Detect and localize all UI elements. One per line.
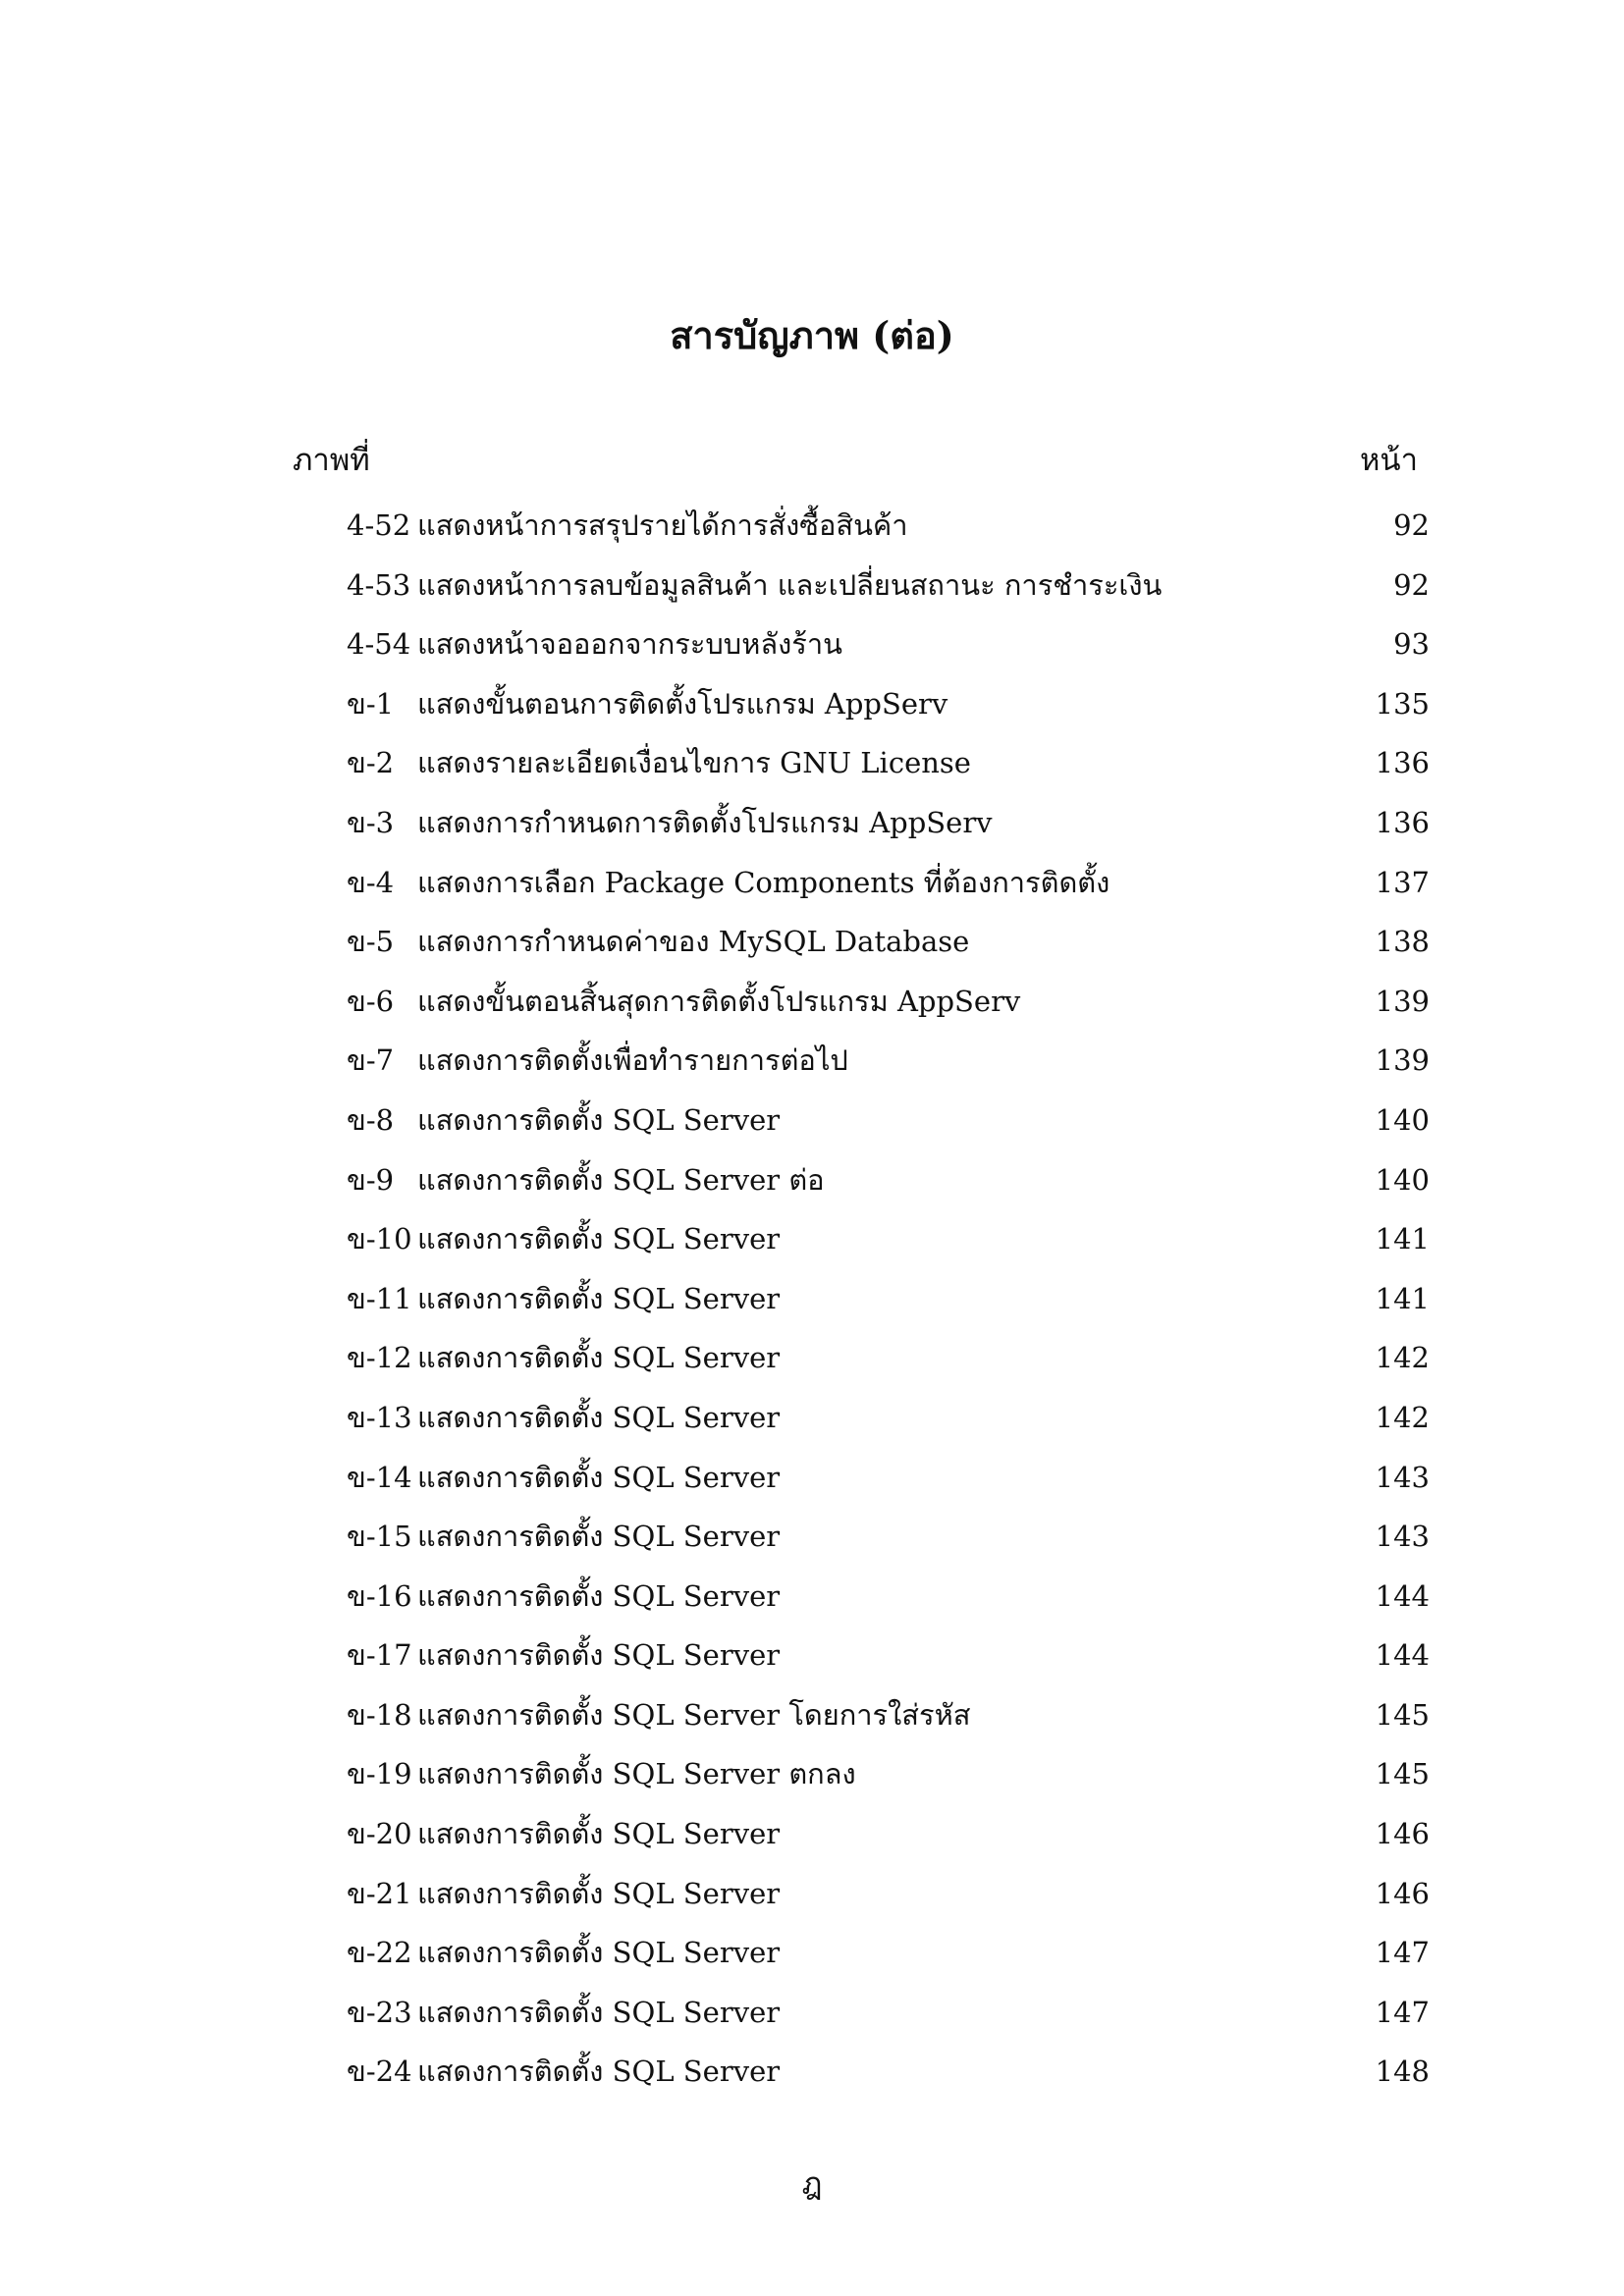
figure-caption: แสดงการติดตั้ง SQL Server	[417, 1281, 781, 1315]
figure-page-number: 93	[1393, 627, 1430, 662]
figure-page-number: 92	[1393, 508, 1430, 542]
figure-caption: แสดงการกำหนดค่าของ MySQL Database	[417, 925, 970, 959]
figure-caption: แสดงการติดตั้ง SQL Server	[417, 1638, 781, 1673]
toc-entry	[0, 1031, 1624, 1091]
figure-number: ข-10	[347, 1222, 412, 1256]
toc-entry	[0, 1685, 1624, 1745]
figure-number: ข-20	[347, 1817, 412, 1851]
figure-caption: แสดงรายละเอียดเงื่อนไขการ GNU License	[417, 746, 971, 780]
figure-page-number: 144	[1375, 1578, 1430, 1613]
toc-entry	[0, 1744, 1624, 1804]
toc-entry	[0, 1864, 1624, 1924]
toc-entry	[0, 853, 1624, 913]
figure-page-number: 143	[1375, 1520, 1430, 1554]
figure-column-header: ภาพที่	[293, 443, 370, 478]
figure-caption: แสดงการติดตั้ง SQL Server	[417, 1578, 781, 1613]
figure-caption: แสดงการติดตั้ง SQL Server	[417, 1400, 781, 1434]
figure-number: ข-9	[347, 1162, 395, 1197]
toc-entry	[0, 1567, 1624, 1627]
figure-caption: แสดงการติดตั้ง SQL Server	[417, 1995, 781, 2029]
toc-entry	[0, 1209, 1624, 1269]
figure-number: ข-8	[347, 1102, 395, 1137]
toc-entry	[0, 1448, 1624, 1508]
figure-page-number: 145	[1375, 1697, 1430, 1732]
figure-caption: แสดงการติดตั้ง SQL Server	[417, 1520, 781, 1554]
figure-number: ข-14	[347, 1460, 412, 1494]
toc-entry	[0, 674, 1624, 734]
figure-page-number: 146	[1375, 1876, 1430, 1910]
toc-entry	[0, 614, 1624, 674]
figure-list	[0, 496, 1624, 2102]
figure-page-number: 142	[1375, 1400, 1430, 1434]
toc-entry	[0, 793, 1624, 853]
figure-number: ข-5	[347, 925, 395, 959]
figure-caption: แสดงขั้นตอนสิ้นสุดการติดตั้งโปรแกรม AppServ	[417, 984, 1021, 1018]
figure-number: ข-12	[347, 1341, 412, 1375]
figure-caption: แสดงหน้าจอออกจากระบบหลังร้าน	[417, 627, 842, 662]
figure-number: ข-23	[347, 1995, 412, 2029]
figure-page-number: 148	[1375, 2055, 1430, 2089]
figure-page-number: 139	[1375, 1043, 1430, 1078]
figure-page-number: 141	[1375, 1222, 1430, 1256]
toc-entry	[0, 2042, 1624, 2102]
figure-page-number: 143	[1375, 1460, 1430, 1494]
figure-caption: แสดงการติดตั้ง SQL Server	[417, 1102, 781, 1137]
figure-page-number: 142	[1375, 1341, 1430, 1375]
figure-page-number: 147	[1375, 1936, 1430, 1970]
figure-number: 4-53	[347, 567, 411, 602]
figure-number: ข-7	[347, 1043, 395, 1078]
figure-page-number: 140	[1375, 1102, 1430, 1137]
figure-caption: แสดงการติดตั้ง SQL Server โดยการใส่รหัส	[417, 1697, 971, 1732]
figure-page-number: 141	[1375, 1281, 1430, 1315]
figure-caption: แสดงหน้าการสรุปรายได้การสั่งซื้อสินค้า	[417, 508, 908, 542]
figure-caption: แสดงการติดตั้ง SQL Server	[417, 1936, 781, 1970]
toc-entry	[0, 972, 1624, 1032]
figure-caption: แสดงขั้นตอนการติดตั้งโปรแกรม AppServ	[417, 686, 948, 721]
figure-number: ข-17	[347, 1638, 412, 1673]
figure-caption: แสดงการติดตั้งเพื่อทำรายการต่อไป	[417, 1043, 848, 1078]
figure-page-number: 138	[1375, 925, 1430, 959]
figure-number: ข-6	[347, 984, 395, 1018]
figure-number: ข-22	[347, 1936, 412, 1970]
figure-caption: แสดงหน้าการลบข้อมูลสินค้า และเปลี่ยนสถานะ การชำระเงิน	[417, 567, 1163, 602]
figure-number: ข-19	[347, 1757, 412, 1791]
toc-entry	[0, 1388, 1624, 1448]
figure-page-number: 144	[1375, 1638, 1430, 1673]
figure-caption: แสดงการติดตั้ง SQL Server ต่อ	[417, 1162, 825, 1197]
figure-number: ข-4	[347, 865, 395, 899]
figure-caption: แสดงการเลือก Package Components ที่ต้องการติดตั้ง	[417, 865, 1110, 899]
figure-page-number: 135	[1375, 686, 1430, 721]
figure-number: ข-18	[347, 1697, 412, 1732]
toc-entry	[0, 1328, 1624, 1388]
toc-entry	[0, 912, 1624, 972]
page-column-header: หน้า	[1359, 443, 1418, 478]
figure-caption: แสดงการติดตั้ง SQL Server	[417, 1460, 781, 1494]
figure-page-number: 92	[1393, 567, 1430, 602]
figure-page-number: 139	[1375, 984, 1430, 1018]
figure-number: ข-11	[347, 1281, 412, 1315]
toc-entry	[0, 1150, 1624, 1210]
toc-entry	[0, 1626, 1624, 1685]
figure-number: 4-52	[347, 508, 411, 542]
figure-page-number: 140	[1375, 1162, 1430, 1197]
toc-entry	[0, 1269, 1624, 1329]
toc-entry	[0, 1091, 1624, 1150]
page-number: ฎ	[801, 2166, 823, 2202]
figure-page-number: 136	[1375, 805, 1430, 839]
figure-number: ข-1	[347, 686, 395, 721]
figure-caption: แสดงการติดตั้ง SQL Server	[417, 1876, 781, 1910]
page-title: สารบัญภาพ (ต่อ)	[670, 313, 954, 357]
figure-number: ข-16	[347, 1578, 412, 1613]
figure-number: ข-2	[347, 746, 395, 780]
figure-caption: แสดงการติดตั้ง SQL Server ตกลง	[417, 1757, 856, 1791]
figure-caption: แสดงการติดตั้ง SQL Server	[417, 1341, 781, 1375]
figure-number: 4-54	[347, 627, 411, 662]
figure-page-number: 147	[1375, 1995, 1430, 2029]
figure-number: ข-15	[347, 1520, 412, 1554]
figure-caption: แสดงการกำหนดการติดตั้งโปรแกรม AppServ	[417, 805, 993, 839]
figure-caption: แสดงการติดตั้ง SQL Server	[417, 1222, 781, 1256]
figure-number: ข-21	[347, 1876, 412, 1910]
figure-page-number: 137	[1375, 865, 1430, 899]
figure-page-number: 145	[1375, 1757, 1430, 1791]
figure-number: ข-3	[347, 805, 395, 839]
toc-entry	[0, 1804, 1624, 1864]
figure-page-number: 146	[1375, 1817, 1430, 1851]
toc-entry	[0, 1923, 1624, 1983]
toc-entry	[0, 556, 1624, 615]
figure-number: ข-24	[347, 2055, 412, 2089]
figure-number: ข-13	[347, 1400, 412, 1434]
figure-caption: แสดงการติดตั้ง SQL Server	[417, 2055, 781, 2089]
toc-entry	[0, 733, 1624, 793]
figure-page-number: 136	[1375, 746, 1430, 780]
figure-caption: แสดงการติดตั้ง SQL Server	[417, 1817, 781, 1851]
toc-entry	[0, 1983, 1624, 2043]
toc-entry	[0, 496, 1624, 556]
toc-entry	[0, 1507, 1624, 1567]
